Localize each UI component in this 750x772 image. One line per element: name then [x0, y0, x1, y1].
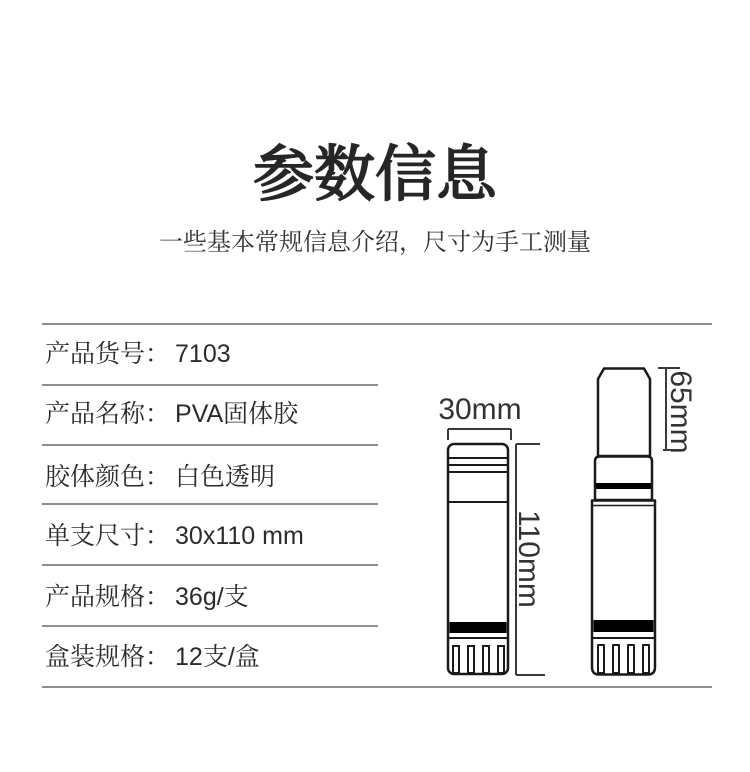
divider: [42, 503, 378, 505]
width-dimension-label: 30mm: [438, 393, 522, 426]
divider: [42, 564, 378, 566]
capped-glue-stick-drawing: [448, 444, 508, 674]
spec-label: 产品货号：: [45, 340, 171, 368]
spec-label: 胶体颜色：: [45, 463, 171, 491]
spec-row-product-spec: [45, 582, 445, 612]
divider: [42, 384, 378, 386]
spec-value: PVA固体胶: [175, 400, 299, 428]
spec-value: 30x110 mm: [175, 522, 304, 550]
page-subtitle: 一些基本常规信息介绍，尺寸为手工测量: [159, 229, 591, 256]
page-title: 参数信息: [252, 140, 497, 208]
spec-row-single-size: [45, 521, 445, 551]
spec-value: 白色透明: [175, 463, 276, 491]
spec-row-box-spec: [45, 642, 445, 672]
cap-height-dimension-label: 65mm: [664, 370, 697, 454]
spec-label: 产品规格：: [45, 583, 171, 611]
spec-row-product-name: [45, 399, 445, 429]
divider: [42, 444, 378, 446]
divider: [42, 625, 378, 627]
spec-label: 单支尺寸：: [45, 522, 171, 550]
spec-label: 产品名称：: [45, 400, 171, 428]
glue-stick-diagram: [430, 355, 720, 690]
open-glue-stick-drawing: [592, 369, 655, 675]
spec-value: 7103: [175, 340, 231, 368]
spec-row-glue-color: [45, 462, 445, 492]
spec-label: 盒装规格：: [45, 643, 171, 671]
spec-value: 12支/盒: [175, 643, 260, 671]
spec-value: 36g/支: [175, 583, 249, 611]
height-dimension-label: 110mm: [512, 510, 545, 608]
width-dimension-bracket: [448, 429, 511, 440]
divider: [42, 323, 712, 325]
spec-row-item-number: [45, 339, 445, 369]
